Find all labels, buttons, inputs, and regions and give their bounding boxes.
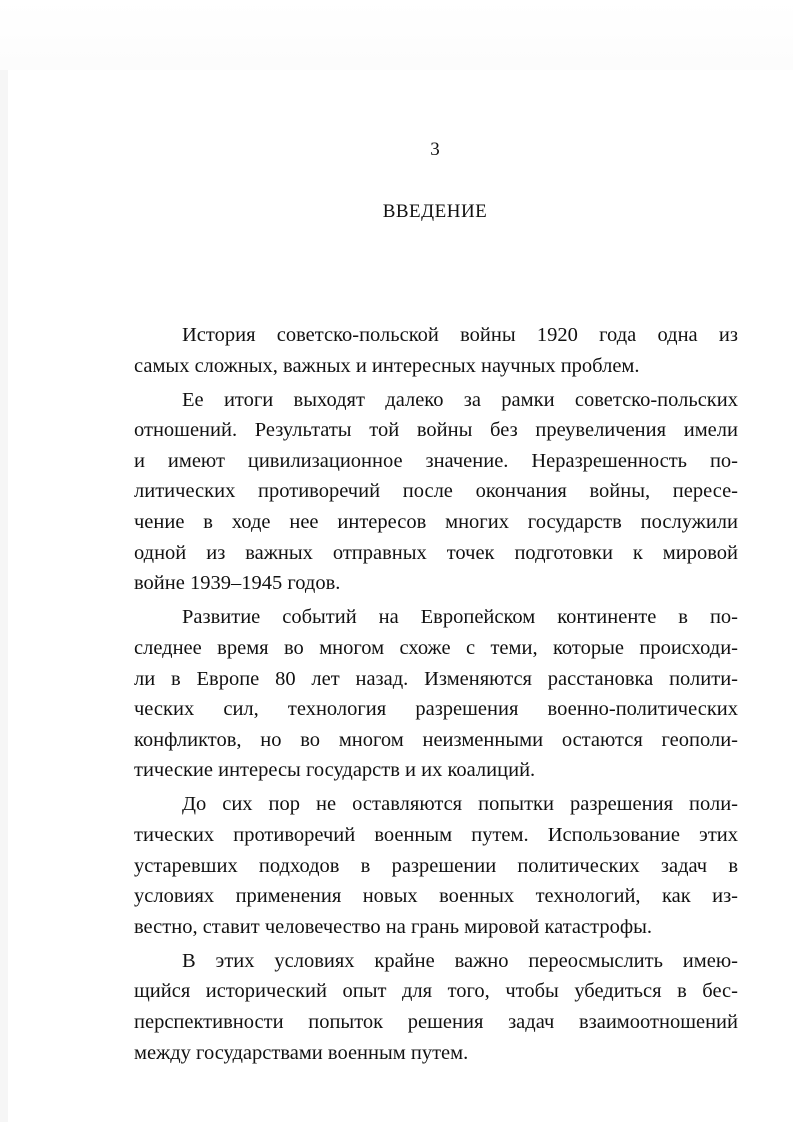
text-line: самых сложных, важных и интересных научных проблем. — [134, 354, 640, 377]
text-line: следнее время во многом схоже с теми, которые происходи- — [134, 636, 738, 659]
text-line: тические интересы государств и их коалиций. — [134, 759, 536, 782]
text-line: ческих сил, технология разрешения военно-политических — [134, 698, 738, 721]
paragraph-3 — [134, 602, 738, 786]
text-line: устаревших подходов в разрешении политических задач в — [134, 854, 738, 877]
text-line: Ее итоги выходят далеко за рамки советско-польских — [182, 388, 738, 411]
text-line: чение в ходе нее интересов многих государств послужили — [134, 511, 738, 534]
text-line: ли в Европе 80 лет назад. Изменяются расстановка полити- — [134, 667, 738, 690]
text-line: конфликтов, но во многом неизменными остаются геополи- — [134, 728, 738, 751]
text-line: История советско-польской войны 1920 года одна из — [182, 324, 738, 346]
scan-shadow-top — [0, 0, 793, 70]
text-line: литических противоречий после окончания войны, пересе- — [134, 480, 738, 503]
text-line: и имеют цивилизационное значение. Неразрешенность по- — [134, 449, 738, 472]
text-line: между государствами военным путем. — [134, 1041, 469, 1064]
text-line: В этих условиях крайне важно переосмыслить имею- — [182, 949, 738, 972]
body-text — [134, 320, 738, 1068]
paragraph-5 — [134, 946, 738, 1068]
text-line: До сих пор не оставляются попытки разрешения поли- — [182, 793, 738, 816]
section-heading: ВВЕДЕНИЕ — [382, 201, 488, 222]
text-line: Развитие событий на Европейском континенте в по- — [182, 606, 738, 629]
paragraph-1 — [134, 320, 738, 381]
paragraph-2 — [134, 385, 738, 599]
text-line: щийся исторический опыт для того, чтобы убедиться в бес- — [134, 980, 738, 1003]
paragraph-4 — [134, 789, 738, 942]
text-line: перспективности попыток решения задач взаимоотношений — [134, 1011, 738, 1034]
text-line: вестно, ставит человечество на грань мировой катастрофы. — [134, 915, 653, 938]
text-line: условиях применения новых военных технологий, как из- — [134, 885, 738, 908]
text-line: войне 1939–1945 годов. — [134, 572, 341, 595]
text-line: одной из важных отправных точек подготовки к мировой — [134, 541, 738, 564]
text-line: отношений. Результаты той войны без преувеличения имели — [134, 419, 738, 442]
text-line: тических противоречий военным путем. Использование этих — [134, 824, 738, 846]
page-number: 3 — [430, 139, 440, 160]
scan-shadow-left — [0, 70, 8, 1122]
